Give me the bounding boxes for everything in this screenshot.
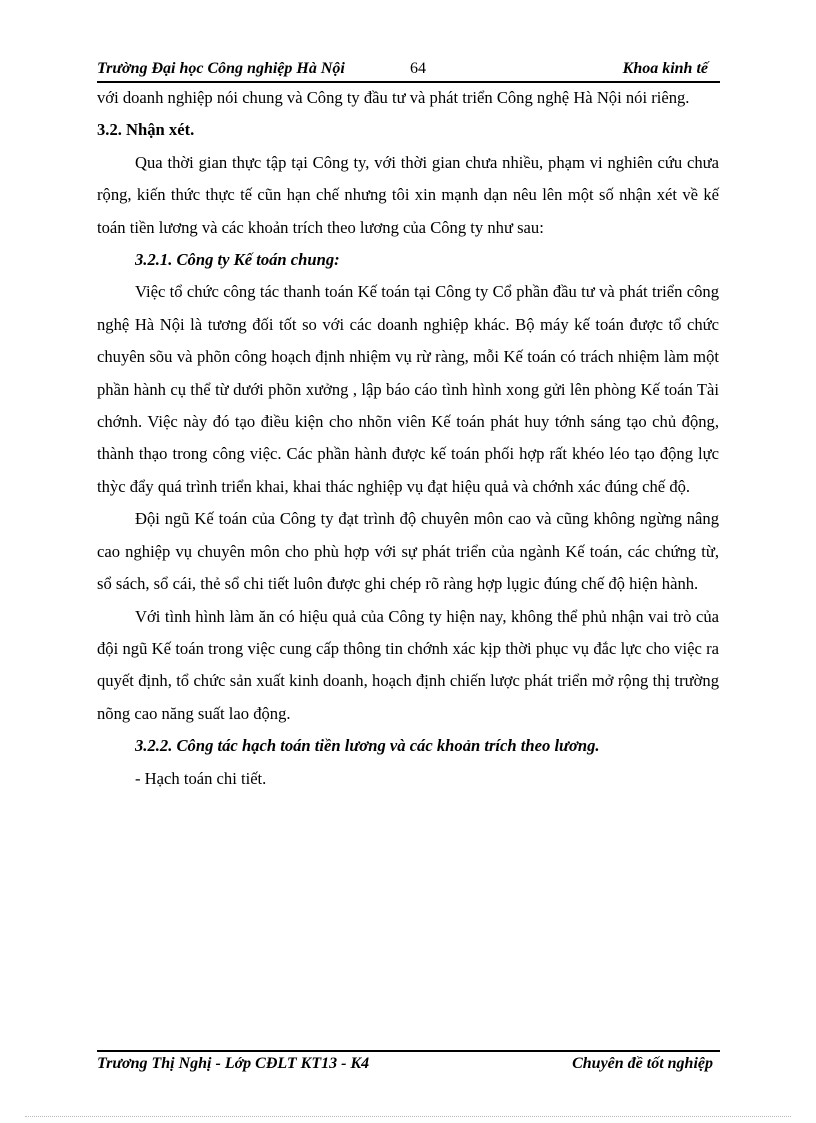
page-header	[97, 58, 718, 82]
section-heading: 3.2. Nhận xét.	[97, 120, 195, 140]
subsection-heading-2: 3.2.2. Công tác hạch toán tiền lương và các khoản trích theo lương.	[135, 736, 600, 756]
page-footer	[97, 1055, 718, 1079]
paragraph-intro: Qua thời gian thực tập tại Công ty, với thời gian chưa nhiều, phạm vi nghiên cứu chưa rộng, kiến thức thực tế cũn hạn chế nhưng tôi xin mạnh dạn nêu lên một số nhận xét về kế toán tiền lương và các khoản trích theo lương của Công ty như sau:	[97, 152, 719, 237]
document-body	[97, 82, 719, 795]
paragraph-detail-accounting: - Hạch toán chi tiết.	[135, 768, 267, 788]
header-faculty: Khoa kinh tế	[622, 60, 708, 77]
page-number: 64	[410, 60, 426, 77]
paragraph-accounting-team: Đội ngũ Kế toán của Công ty đạt trình độ chuyên môn cao và cũng không ngừng nâng cao nghiệp vụ chuyên môn cho phù hợp với sự phát triển của ngành Kế toán, các chứng từ, sổ sách, sổ cái, thẻ sổ chi tiết luôn được ghi chép rõ ràng hợp lụgic đúng chế độ hiện hành.	[97, 509, 719, 594]
header-school-name: Trường Đại học Công nghiệp Hà Nội	[97, 60, 345, 77]
subsection-heading-1: 3.2.1. Công ty Kế toán chung:	[135, 250, 340, 270]
footer-rule	[97, 1050, 720, 1052]
footer-doc-type: Chuyên đề tốt nghiệp	[572, 1055, 713, 1072]
page-bottom-edge	[25, 1116, 791, 1117]
footer-author: Trương Thị Nghị - Lớp CĐLT KT13 - K4	[97, 1055, 370, 1072]
paragraph-continuation: với doanh nghiệp nói chung và Công ty đầu tư và phát triển Công nghệ Hà Nội nói riêng.	[97, 88, 690, 107]
paragraph-accounting-org: Việc tổ chức công tác thanh toán Kế toán tại Công ty Cổ phần đầu tư và phát triển công nghệ Hà Nội là tương đối tốt so với các doanh nghiệp khác. Bộ máy kế toán được tổ chức chuyên sõu và phõn công hoạch định nhiệm vụ rừ ràng, mỗi Kế toán có trách nhiệm làm một phần hành cụ thể từ dưới phõn xưởng , lập báo cáo tình hình xong gửi lên phòng Kế toán Tài chớnh. Việc này đó tạo điều kiện cho nhõn viên Kế toán phát huy tớnh sáng tạo chủ động, thành thạo trong công việc. Các phần hành được kế toán phối hợp rất khéo léo tạo động lực thỳc đẩy quá trình triển khai, khai thác nghiệp vụ đạt hiệu quả và chớnh xác đúng chế độ.	[97, 282, 719, 496]
paragraph-role: Với tình hình làm ăn có hiệu quả của Công ty hiện nay, không thể phủ nhận vai trò của đội ngũ Kế toán trong việc cung cấp thông tin chớnh xác kịp thời phục vụ đắc lực cho việc ra quyết định, tổ chức sản xuất kinh doanh, hoạch định chiến lược phát triển mở rộng thị trường nõng cao năng suất lao động.	[97, 606, 719, 723]
